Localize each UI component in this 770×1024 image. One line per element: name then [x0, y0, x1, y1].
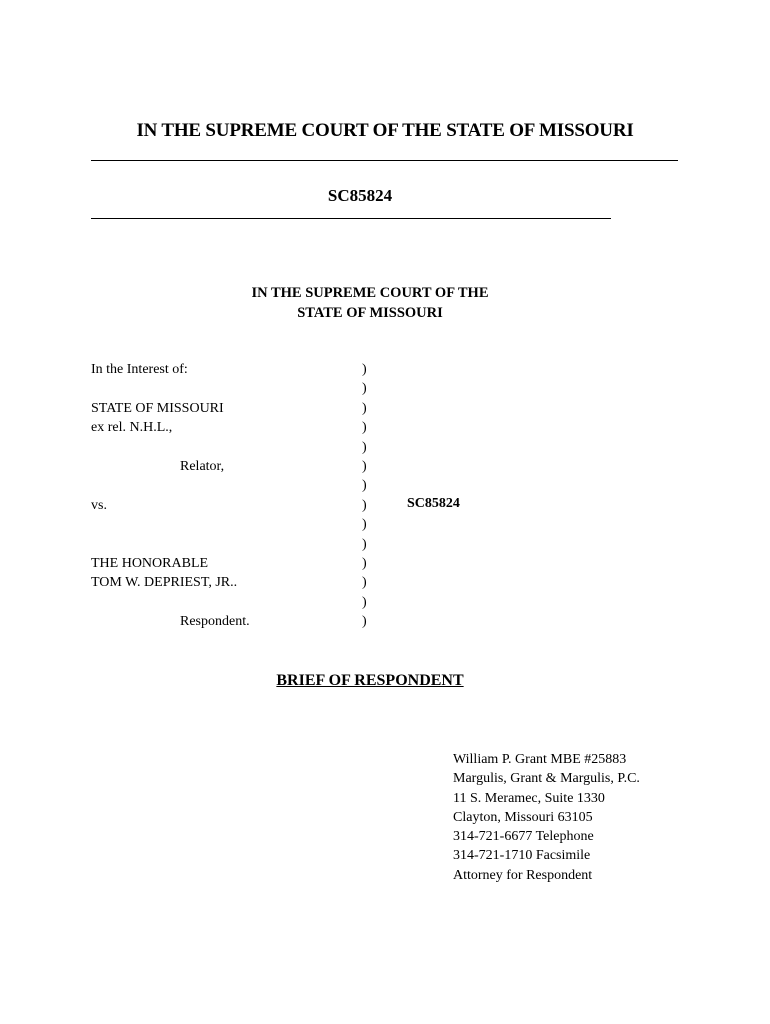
paren-mark: ) — [362, 517, 367, 533]
counsel-block — [453, 750, 640, 885]
paren-mark: ) — [362, 439, 367, 455]
counsel-name: William P. Grant MBE #25883 — [453, 752, 627, 767]
paren-mark: ) — [362, 594, 367, 610]
counsel-role: Attorney for Respondent — [453, 867, 593, 883]
caption-heading — [0, 283, 740, 323]
paren-mark: ) — [362, 556, 367, 572]
paren-mark: ) — [362, 362, 367, 377]
relator-role: Relator, — [180, 459, 225, 474]
paren-mark: ) — [362, 478, 367, 494]
respondent-role: Respondent. — [180, 614, 250, 629]
paren-mark: ) — [362, 536, 367, 552]
horizontal-rule — [91, 218, 611, 219]
counsel-facsimile: 314-721-1710 Facsimile — [453, 848, 591, 864]
relator-name-ext: ex rel. N.H.L., — [91, 420, 173, 435]
paren-mark: ) — [362, 614, 367, 630]
paren-mark: ) — [362, 400, 367, 416]
caption-heading-line: STATE OF MISSOURI — [297, 305, 443, 321]
respondent-title: THE HONORABLE — [91, 556, 209, 571]
paren-mark: ) — [362, 459, 367, 475]
interest-of-label: In the Interest of: — [91, 362, 188, 377]
counsel-address-street: 11 S. Meramec, Suite 1330 — [453, 790, 605, 806]
counsel-address-city: Clayton, Missouri 63105 — [453, 809, 593, 825]
counsel-firm: Margulis, Grant & Margulis, P.C. — [453, 771, 640, 787]
relator-name: STATE OF MISSOURI — [91, 401, 224, 416]
counsel-telephone: 314-721-6677 Telephone — [453, 829, 594, 845]
paren-mark: ) — [362, 575, 367, 591]
respondent-name: TOM W. DEPRIEST, JR.. — [91, 575, 238, 590]
case-number-caption: SC85824 — [407, 496, 460, 511]
court-title: IN THE SUPREME COURT OF THE STATE OF MISSOURI — [136, 120, 634, 141]
case-number-header: SC85824 — [327, 186, 393, 205]
brief-title: BRIEF OF RESPONDENT — [276, 672, 464, 689]
paren-mark: ) — [362, 420, 367, 436]
versus-label: vs. — [91, 498, 107, 513]
caption-paren-column — [362, 360, 367, 632]
horizontal-rule — [91, 160, 678, 161]
paren-mark: ) — [362, 497, 367, 513]
paren-mark: ) — [362, 381, 367, 397]
caption-heading-line: IN THE SUPREME COURT OF THE — [251, 285, 489, 301]
